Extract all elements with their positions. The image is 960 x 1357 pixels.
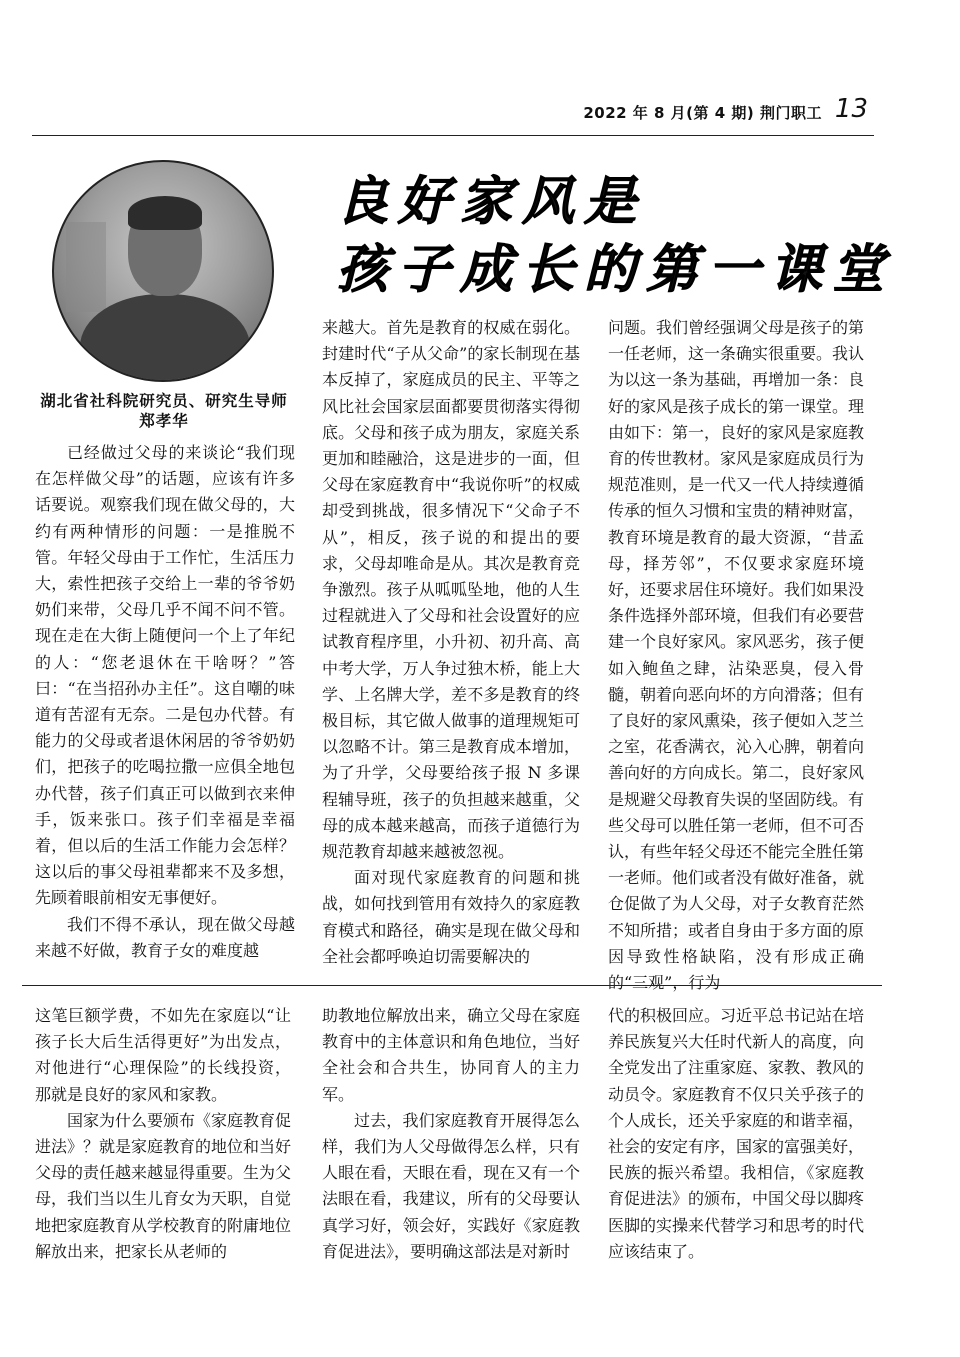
issue-info: 2022 年 8 月(第 4 期) 荆门职工 xyxy=(583,104,822,122)
body-column-6 xyxy=(608,1003,864,1265)
body-column-2 xyxy=(322,315,580,970)
paragraph: 助教地位解放出来，确立父母在家庭教育中的主体意识和角色地位，当好全社会和合共生，协同育人的主力军。 xyxy=(322,1006,580,1104)
author-title: 湖北省社科院研究员、研究生导师 xyxy=(40,391,288,410)
paragraph: 来越大。首先是教育的权威在弱化。封建时代“子从父命”的家长制现在基本反掉了，家庭成员的民主、平等之风比社会国家层面都要贯彻落实得彻底。父母和孩子成为朋友，家庭关系更加和睦融洽，这是进步的一面，但父母在家庭教育中“我说你听”的权威却受到挑战，很多情况下“父命子不从”，相反，孩子说的和提出的要求，父母却唯命是从。其次是教育竞争激烈。孩子从呱呱坠地，他的人生过程就进入了父母和社会设置好的应试教育程序里，小升初、初升高、高中考大学，万人争过独木桥，能上大学、上名牌大学，差不多是教育的终极目标，其它做人做事的道理规矩可以忽略不计。第三是教育成本增加，为了升学，父母要给孩子报 N 多课程辅导班，孩子的负担越来越重，父母的成本越来越高，而孩子道德行为规范教育却越来越被忽视。 xyxy=(322,318,580,862)
page-number: 13 xyxy=(834,94,868,124)
paragraph: 国家为什么要颁布《家庭教育促进法》？就是家庭教育的地位和当好父母的责任越来越显得重要。生为父母，我们当以生儿育女为天职，自觉地把家庭教育从学校教育的附庸地位解放出来，把家长从老师的 xyxy=(35,1110,292,1261)
paragraph: 面对现代家庭教育的问题和挑战，如何找到管用有效持久的家庭教育模式和路径，确实是现在做父母和全社会都呼唤迫切需要解决的 xyxy=(322,868,580,966)
page-header xyxy=(32,94,874,136)
paragraph: 过去，我们家庭教育开展得怎么样，我们为人父母做得怎么样，只有人眼在看，天眼在看，现在又有一个法眼在看，我建议，所有的父母要认真学习好，领会好，实践好《家庭教育促进法》，要明确这部法是对新时 xyxy=(322,1110,580,1261)
paragraph: 代的积极回应。习近平总书记站在培养民族复兴大任时代新人的高度，向全党发出了注重家庭、家教、教风的动员令。家庭教育不仅只关乎孩子的个人成长，还关乎家庭的和谐幸福，社会的安定有序，国家的富强美好，民族的振兴希望。我相信，《家庭教育促进法》的颁布，中国父母以脚疼医脚的实操来代替学习和思考的时代应该结束了。 xyxy=(608,1006,865,1261)
paragraph: 问题。我们曾经强调父母是孩子的第一任老师，这一条确实很重要。我认为以这一条为基础，再增加一条：良好的家风是孩子成长的第一课堂。理由如下：第一，良好的家风是家庭教育的传世教材。家风是家庭成员行为规范准则，是一代又一代人持续遵循传承的恒久习惯和宝贵的精神财富，教育环境是教育的最大资源，“昔孟母，择芳邻”，不仅要求家庭环境好，还要求居住环境好。我们如果没条件选择外部环境，但我们有必要营建一个良好家风。家风恶劣，孩子便如入鲍鱼之肆，沾染恶臭，侵入骨髓，朝着向恶向坏的方向滑落；但有了良好的家风熏染，孩子便如入芝兰之室，花香满衣，沁入心脾，朝着向善向好的方向成长。第二，良好家风是规避父母教育失误的坚固防线。有些父母可以胜任第一老师，但不可否认，有些年轻父母还不能完全胜任第一老师。他们或者没有做好准备，就仓促做了为人父母，对子女教育茫然不知所措；或者自身由于多方面的原因导致性格缺陷，没有形成正确的“三观”，行为 xyxy=(608,318,865,993)
article-title-line-1: 良好家风是 xyxy=(336,171,647,232)
body-column-4 xyxy=(35,1003,291,1265)
paragraph: 这笔巨额学费，不如先在家庭以“让孩子长大后生活得更好”为出发点，对他进行“心理保险”的长线投资，那就是良好的家风和家教。 xyxy=(35,1006,291,1104)
paragraph: 我们不得不承认，现在做父母越来越不好做，教育子女的难度越 xyxy=(35,914,295,960)
author-name: 郑孝华 xyxy=(139,411,189,430)
article-title-line-2: 孩子成长的第一课堂 xyxy=(336,239,895,300)
body-column-3 xyxy=(608,315,864,996)
author-photo xyxy=(52,160,274,382)
body-column-1 xyxy=(35,440,295,964)
paragraph: 已经做过父母的来谈论“我们现在怎样做父母”的话题，应该有许多话要说。观察我们现在做父母的，大约有两种情形的问题：一是推脱不管。年轻父母由于工作忙，生活压力大，索性把孩子交给上一辈的爷爷奶奶们来带，父母几乎不闻不问不管。现在走在大街上随便问一个上了年纪的人：“您老退休在干啥呀？”答曰：“在当招孙办主任”。这自嘲的味道有苦涩有无奈。二是包办代替。有能力的父母或者退休闲居的爷爷奶奶们，把孩子的吃喝拉撒一应俱全地包办代替，孩子们真正可以做到衣来伸手，饭来张口。孩子们幸福是幸福着，但以后的生活工作能力会怎样？这以后的事父母祖辈都来不及多想，先顾着眼前相安无事便好。 xyxy=(35,443,295,908)
body-column-5 xyxy=(322,1003,580,1265)
section-divider xyxy=(22,985,882,986)
